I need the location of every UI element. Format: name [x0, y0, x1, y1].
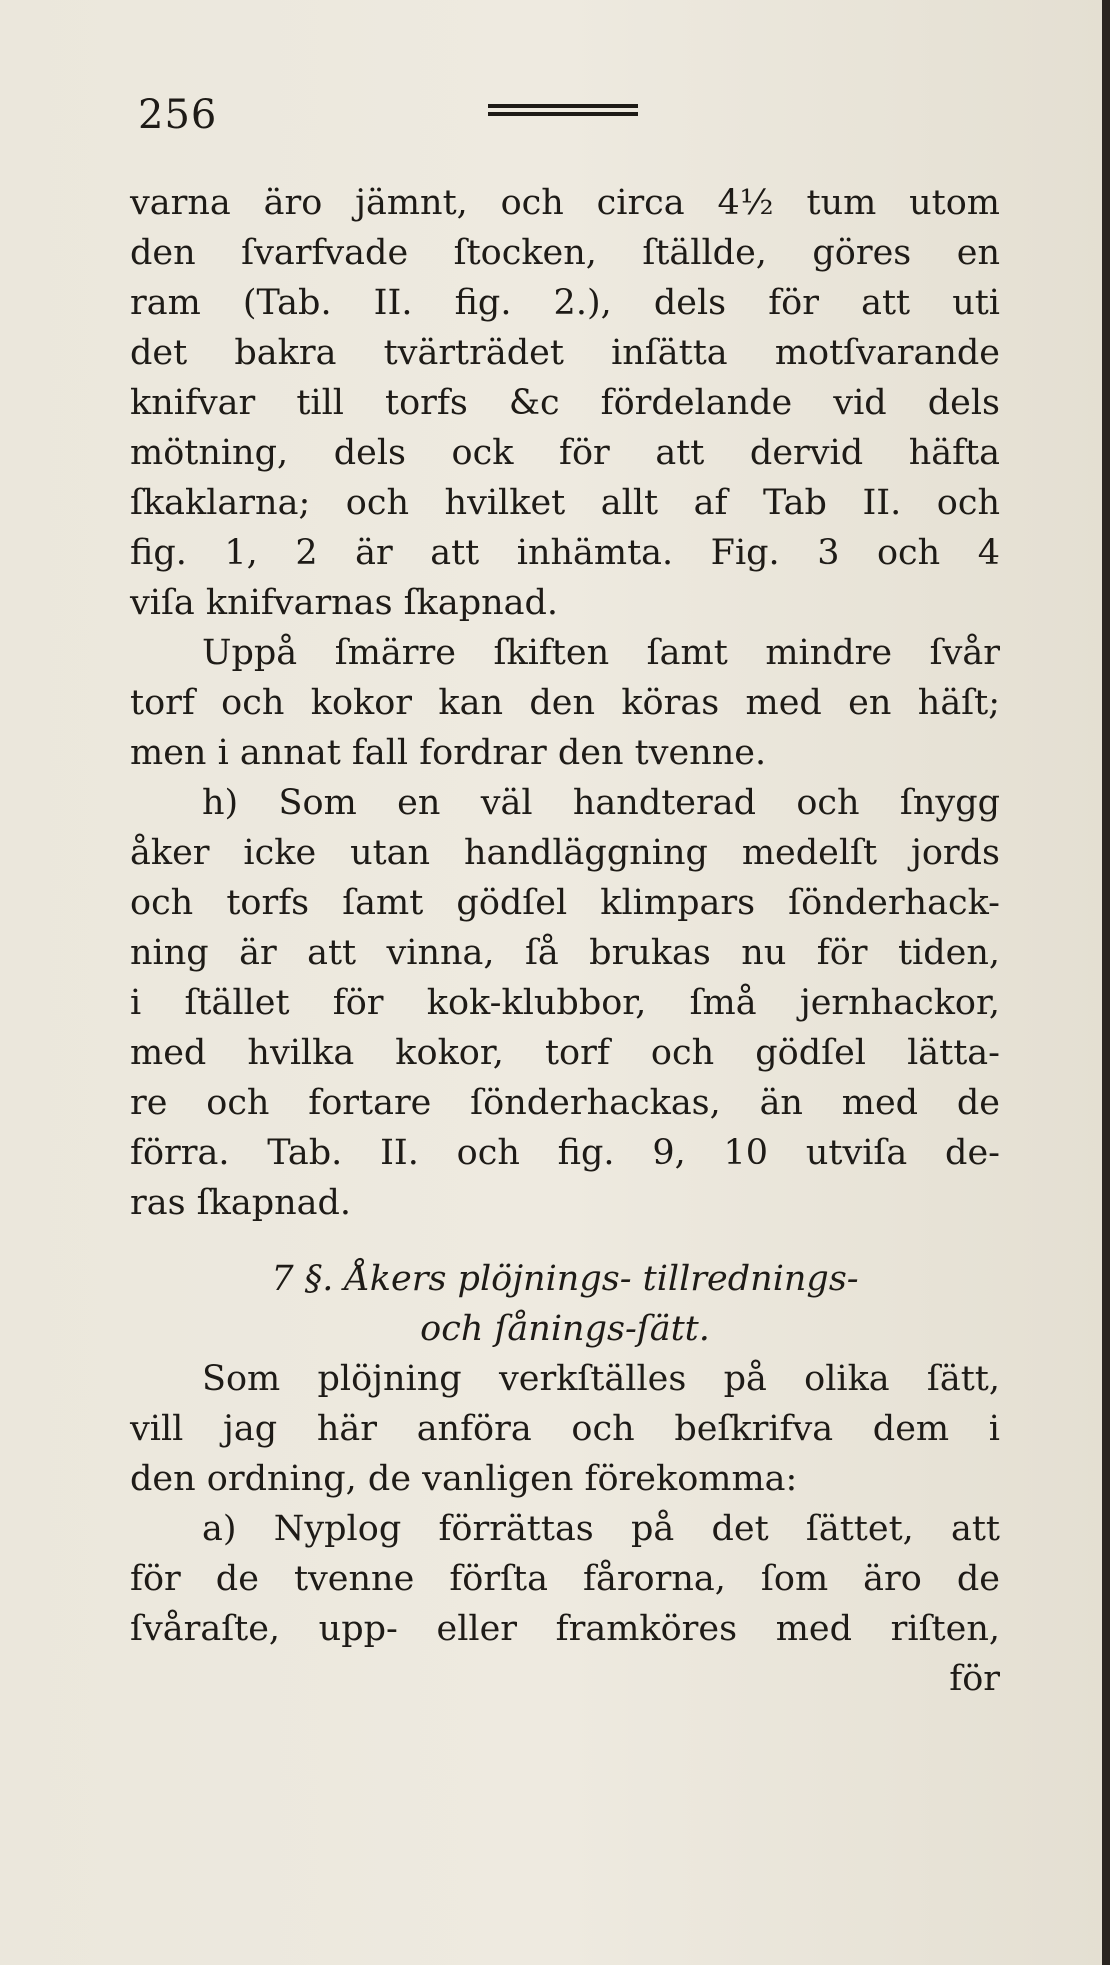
header-ornament-rule [488, 104, 638, 126]
text-line: varna äro jämnt, och circa 4½ tum utom [130, 183, 1000, 223]
text-line: den ſvarfvade ſtocken, ſtällde, göres en [130, 233, 1000, 273]
body-text [130, 178, 1000, 1704]
text-line: re och fortare ſönderhackas, än med de [130, 1083, 1000, 1123]
text-line: med hvilka kokor, torf och gödſel lätta- [130, 1033, 1000, 1073]
text-line: i ſtället för kok-klubbor, ſmå jernhackor, [130, 983, 1000, 1023]
text-line: förra. Tab. II. och fig. 9, 10 utviſa de- [130, 1133, 1000, 1173]
text-line: vill jag här anföra och beſkrifva dem i [130, 1409, 1000, 1449]
section-heading-continuation: och ſånings-ſätt. [420, 1309, 710, 1349]
text-line: ning är att vinna, ſå brukas nu för tiden, [130, 933, 1000, 973]
text-line: fig. 1, 2 är att inhämta. Fig. 3 och 4 [130, 533, 1000, 573]
text-line: åker icke utan handläggning medelſt jords [130, 833, 1000, 873]
text-line: ram (Tab. II. fig. 2.), dels för att uti [130, 283, 1000, 323]
text-line: knifvar till torfs &c fördelande vid dels [130, 383, 1000, 423]
page-edge-shadow [1102, 0, 1110, 1965]
page-number: 256 [138, 92, 218, 138]
text-line: för de tvenne förſta fårorna, ſom äro de [130, 1559, 1000, 1599]
catchword: för [949, 1659, 1000, 1699]
text-line: det bakra tvärträdet inſätta motſvarande [130, 333, 1000, 373]
text-line: ras ſkapnad. [130, 1183, 352, 1223]
text-line: a) Nyplog förrättas på det ſättet, att [202, 1509, 1000, 1549]
text-line: Uppå ſmärre ſkiften ſamt mindre ſvår [202, 633, 1000, 673]
text-line: torf och kokor kan den köras med en häſt; [130, 683, 1000, 723]
text-line: och torfs ſamt gödſel klimpars ſönderhack- [130, 883, 1000, 923]
section-gap [130, 1228, 1000, 1254]
text-line: mötning, dels ock för att dervid häfta [130, 433, 1000, 473]
text-line: ſkaklarna; och hvilket allt af Tab II. och [130, 483, 1000, 523]
text-line: h) Som en väl handterad och ſnygg [202, 783, 1000, 823]
text-line: ſvåraſte, upp- eller framköres med riſten, [130, 1609, 1000, 1649]
text-line: Som plöjning verkſtälles på olika ſätt, [202, 1359, 1000, 1399]
section-heading: 7 §. Åkers plöjnings- tillrednings- [271, 1259, 859, 1299]
text-line: men i annat fall fordrar den tvenne. [130, 733, 767, 773]
text-line: viſa knifvarnas ſkapnad. [130, 583, 559, 623]
text-line: den ordning, de vanligen förekomma: [130, 1459, 798, 1499]
